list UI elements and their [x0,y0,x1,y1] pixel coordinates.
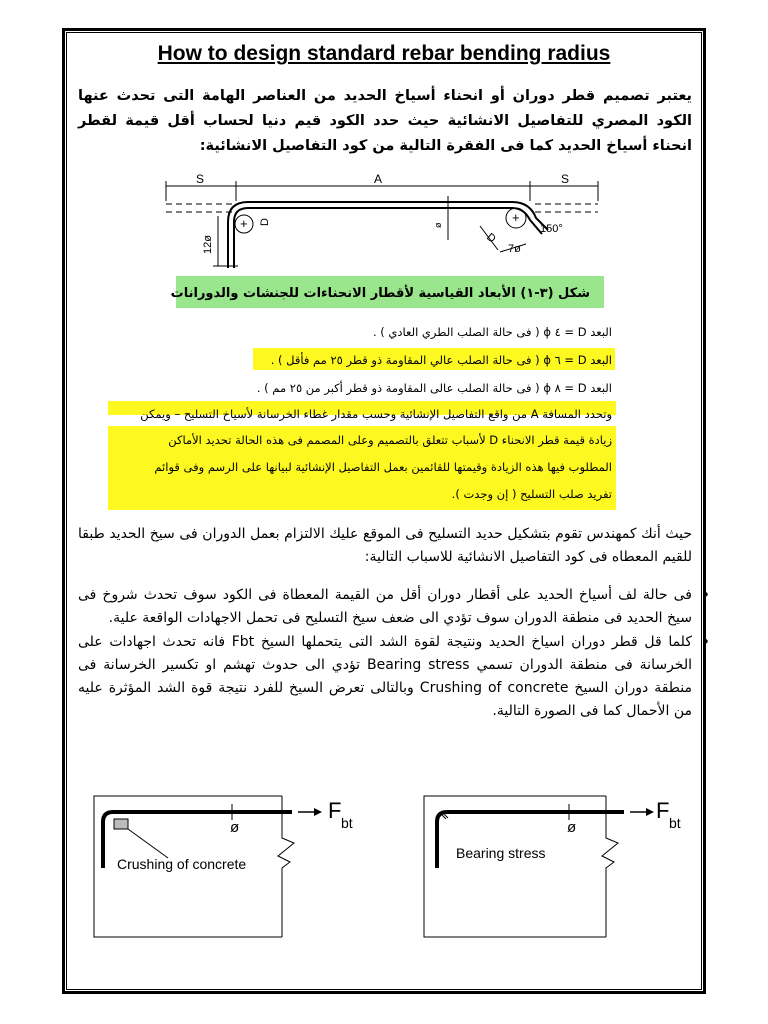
crushing-label: Crushing of concrete [117,856,247,872]
figure-caption: شكل (٣-١) الأبعاد القياسية لأقطار الانحناءات للجنشات والدورانات [170,286,590,301]
phi-label: ø [230,819,240,836]
bearing-label: Bearing stress [456,845,546,861]
list-item: • كلما قل قطر دوران اسياخ الحديد ونتيجة لقوة الشد التى يتحملها السيخ Fbt فانه تحدث اجهادات على الخرسانة فى منطقة الدوران تسمي Bearing stress تؤدي الى حدوث تهشم او تكسير الخرسانة فى منطقة دوران السيخ Crushing of concrete وبالتالى تعرض السيخ للفرد نتيجة قوة الشد المؤثرة عليه من الأحمال كما فى الصورة التالية. [78,631,692,723]
code-line: البعد D = ٨ ϕ ( فى حالة الصلب عالى المقاومة ذو قطر أكبر من ٢٥ مم ) . [256,381,612,395]
dim-150-label: 150° [540,223,563,235]
code-line: المطلوب فيها هذه الزيادة وقيمتها للقائمين بعمل التفاصيل الإنشائية لبيانها على الرسم وفى قوائم [154,460,612,474]
dim-12phi-label: 12ø [202,235,214,254]
code-line: تفريد صلب التسليح ( إن وجدت ). [451,487,612,501]
plus-mark: + [512,210,520,225]
crushing-figure [94,796,353,937]
code-line: زيادة قيمة قطر الانحناء D لأسباب تتعلق بالتصميم وعلى المصمم فى هذه الحالة تحديد الأماكن [168,433,612,447]
body-paragraph: حيث أنك كمهندس تقوم بتشكيل حديد التسليح فى الموقع عليك الالتزام بعمل الدوران فى سيخ الحديد طبقا للقيم المعطاه فى كود التفاصيل الانشائية للاسباب التالية: [78,526,692,565]
dim-a-label: A [374,172,383,186]
bearing-figure [424,796,681,937]
code-line: البعد D = ٦ ϕ ( فى حالة الصلب عالي المقاومة ذو قطر ٢٥ مم فأقل ) . [270,353,612,367]
code-line: وتحدد المسافة A من واقع التفاصيل الإنشائية وحسب مقدار غطاء الخرسانة لأسياخ التسليح – ويمكن [140,407,612,421]
dim-phi-label: ø [433,222,443,228]
intro-paragraph: يعتبر تصميم قطر دوران أو انحناء أسياخ الحديد من العناصر الهامة التى تحدث عنها الكود المصري للتفاصيل الانشائية حيث حدد الكود قيم دنيا لحساب أقل قيمة لقطر انحناء أسياخ الحديد كما فى الفقرة التالية من كود التفاصيل الانشائية: [78,88,692,154]
page-title: How to design standard rebar bending radius [157,42,611,65]
dim-s-left-label: S [196,172,205,186]
list-item: • فى حالة لف أسياخ الحديد على أقطار دوران أقل من القيمة المعطاة فى الكود سوف تحدث شروخ فى سيخ الحديد فى منطقة الدوران سوف تؤدي الى ضعف سيخ التسليح فى تحمل الاجهادات الواقعة علية. [78,584,692,630]
dim-d-label: D [259,218,271,226]
force-label-main: F [328,798,342,823]
plus-mark: + [240,216,248,231]
force-label-sub: bt [669,815,681,831]
dim-7phi-label: 7ø [508,243,521,255]
dim-s-right-label: S [561,172,570,186]
force-label-main: F [656,798,670,823]
phi-label: ø [567,819,577,836]
reasons-list [78,584,714,724]
dim-d-label: D [484,231,498,246]
code-line: البعد D = ٤ ϕ ( فى حالة الصلب الطري العادي ) . [372,325,612,339]
force-label-sub: bt [341,815,353,831]
